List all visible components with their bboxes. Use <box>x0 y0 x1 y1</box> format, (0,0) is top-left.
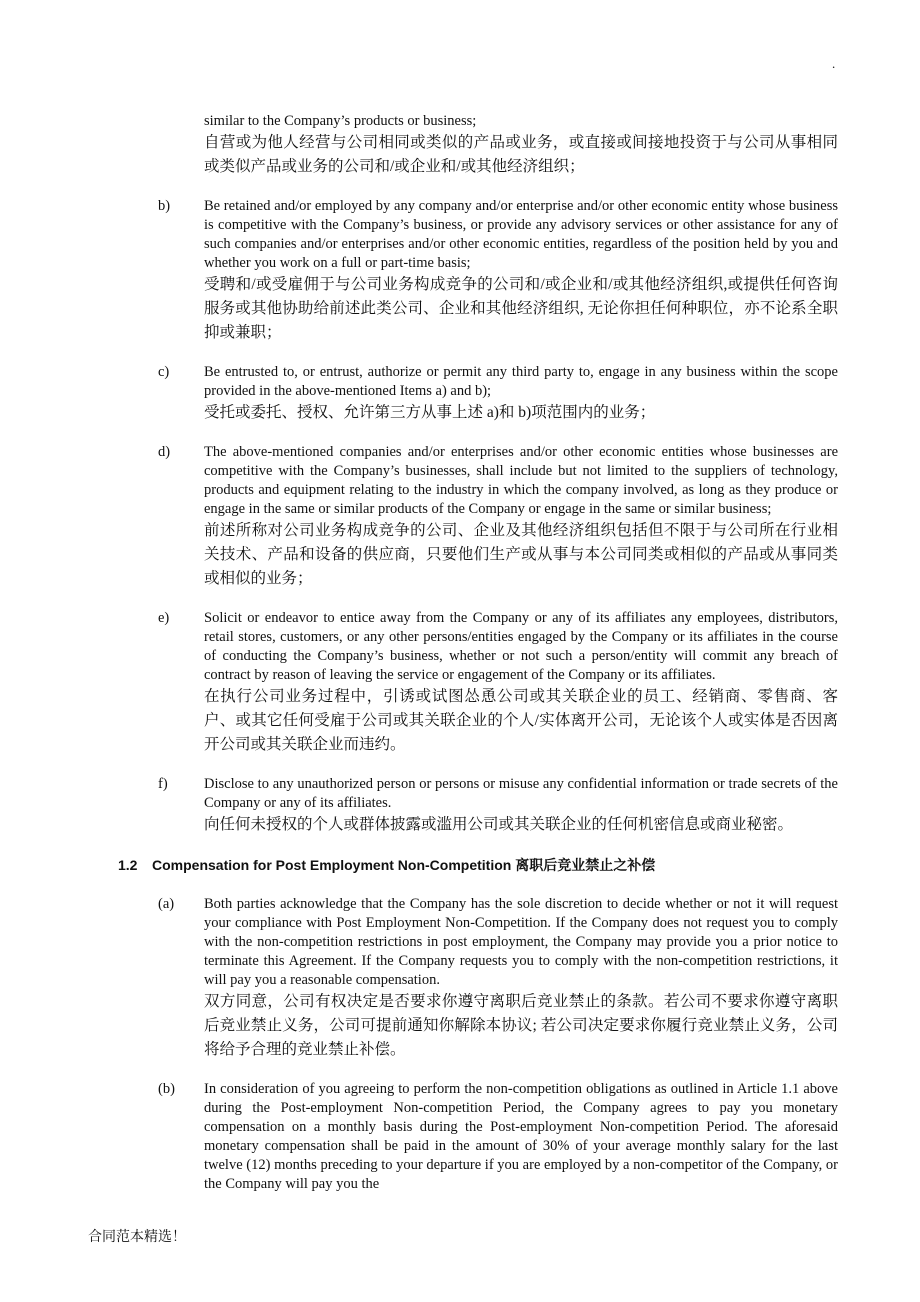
clause-marker: f) <box>158 776 168 792</box>
continued-text-en: similar to the Company’s products or business; <box>204 113 477 129</box>
clause-item-b <box>158 197 838 345</box>
section-heading <box>118 855 920 875</box>
clause-item-c <box>158 363 838 425</box>
page-footer: 合同范本精选！ <box>88 1230 186 1245</box>
section-number: 1.2 <box>118 857 138 873</box>
clause-marker: e) <box>158 610 170 626</box>
section-title: Compensation for Post Employment Non-Competition 离职后竞业禁止之补偿 <box>152 857 656 873</box>
clause-text-en: The above-mentioned companies and/or enterprises and/or other economic entities whose businesses are competitive with the Company’s businesses, shall include but not limited to the suppliers of technology, products and equipment relating to the industry in which the company involved, as long as they produce or engage in the same or similar products of the Company or engage in the same or similar business; <box>204 444 838 517</box>
clause-text-zh: 受聘和/或受雇佣于与公司业务构成竞争的公司和/或企业和/或其他经济组织,或提供任何咨询服务或其他协助给前述此类公司、企业和其他经济组织, 无论你担任何种职位，亦不论系全职抑或兼职； <box>204 276 838 341</box>
section-item-marker: (a) <box>158 896 175 912</box>
clause-text-en: Disclose to any unauthorized person or persons or misuse any confidential information or trade secrets of the Company or any of its affiliates. <box>204 776 838 811</box>
page-marker: . <box>832 56 836 71</box>
section-item-text-en: In consideration of you agreeing to perform the non-competition obligations as outlined in Article 1.1 above during the Post-employment Non-competition Period, the Company agrees to pay you monetary compensation on a monthly basis during the Post-employment Non-competition Period. The aforesaid monetary compensation shall be paid in the amount of 30% of your average monthly salary for the last twelve (12) months preceding to your departure if you are employed by a non-competitor of the Company, or the Company will pay you the <box>204 1081 838 1192</box>
clause-text-zh: 在执行公司业务过程中，引诱或试图怂恿公司或其关联企业的员工、经销商、零售商、客户、或其它任何受雇于公司或其关联企业的个人/实体离开公司，无论该个人或实体是否因离开公司或其关联企业而违约。 <box>204 688 838 753</box>
clause-text-en: Be entrusted to, or entrust, authorize or permit any third party to, engage in any business within the scope provided in the above-mentioned Items a) and b); <box>204 364 838 399</box>
clause-item-e <box>158 609 838 757</box>
section-item-text-en: Both parties acknowledge that the Company has the sole discretion to decide whether or not it will request your compliance with Post Employment Non-Competition. If the Company does not request you to comply with the non-competition restrictions in post employment, the Company may provide you a prior notice to terminate this Agreement. If the Company requests you to comply with the non-competition restrictions, it will pay you a reasonable compensation. <box>204 896 838 988</box>
document-body <box>0 112 920 1212</box>
section-item-a <box>158 895 838 1062</box>
clause-item-f <box>158 775 838 837</box>
continued-text-zh: 自营或为他人经营与公司相同或类似的产品或业务，或直接或间接地投资于与公司从事相同或类似产品或业务的公司和/或企业和/或其他经济组织； <box>204 134 838 175</box>
clause-text-zh: 向任何未授权的个人或群体披露或滥用公司或其关联企业的任何机密信息或商业秘密。 <box>204 816 794 833</box>
section-item-text-zh: 双方同意，公司有权决定是否要求你遵守离职后竞业禁止的条款。若公司不要求你遵守离职后竞业禁止义务，公司可提前通知你解除本协议; 若公司决定要求你履行竞业禁止义务，公司将给予合理的竞业禁止补偿。 <box>204 993 838 1058</box>
clause-marker: c) <box>158 364 170 380</box>
clause-text-zh: 前述所称对公司业务构成竞争的公司、企业及其他经济组织包括但不限于与公司所在行业相关技术、产品和设备的供应商，只要他们生产或从事与本公司同类或相似的产品或从事同类或相似的业务； <box>204 522 838 587</box>
clause-text-en: Solicit or endeavor to entice away from the Company or any of its affiliates any employees, distributors, retail stores, customers, or any other persons/entities engaged by the Company or its affiliates in the course of conducting the Company’s business, whether or not such a person/entity will commit any breach of contract by reason of leaving the service or engagement of the Company or its affiliates. <box>204 610 838 683</box>
clause-text-en: Be retained and/or employed by any company and/or enterprise and/or other economic entity whose business is competitive with the Company’s business, or provide any advisory services or other assistance for any of such companies and/or enterprises and/or other economic entities, regardless of the position held by you and whether you work on a full or part-time basis; <box>204 198 838 271</box>
section-item-marker: (b) <box>158 1081 175 1097</box>
continued-paragraph <box>204 112 838 179</box>
clause-text-zh: 受托或委托、授权、允许第三方从事上述 a)和 b)项范围内的业务； <box>204 404 656 421</box>
section-item-b <box>158 1080 838 1194</box>
clause-marker: d) <box>158 444 171 460</box>
clause-item-d <box>158 443 838 591</box>
clause-marker: b) <box>158 198 171 214</box>
